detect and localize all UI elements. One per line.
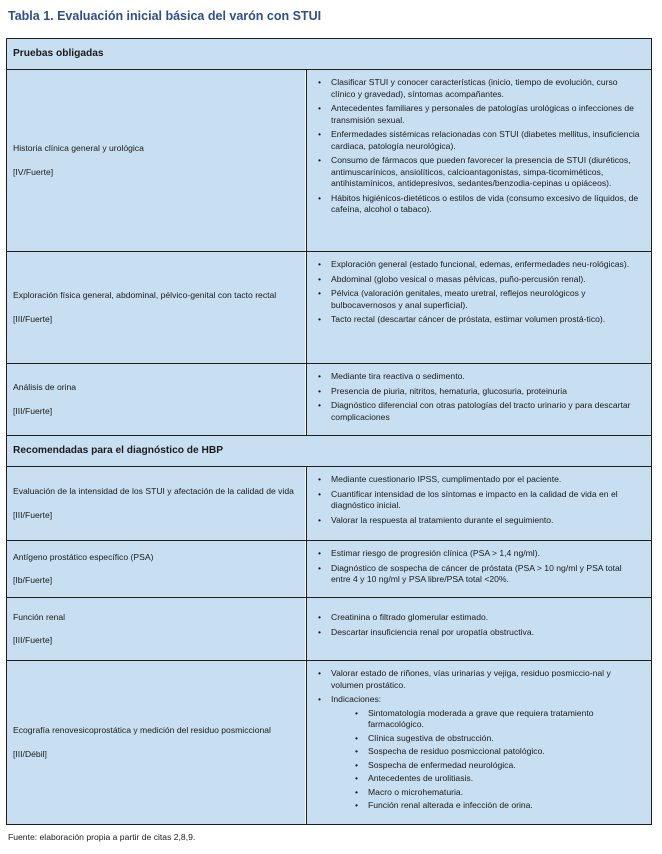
list-item: • Mediante tira reactiva o sedimento. bbox=[313, 371, 641, 383]
sub-list-item: • Antecedentes de urolitiasis. bbox=[331, 773, 641, 785]
sub-list-item: • Sospecha de residuo posmiccional patológico. bbox=[331, 746, 641, 758]
row-label: Análisis de orina bbox=[13, 382, 77, 392]
list-item: • Consumo de fármacos que pueden favorecer la presencia de STUI (diuréticos, antimuscarínicos, ansiolíticos, calcioantagonistas, simpa-ticomiméticos, antihistamínicos, antidepresivos, sedantes/benzodia-cepinas u opiáceos). bbox=[313, 155, 641, 190]
evidence-level: [III/Fuerte] bbox=[13, 509, 53, 520]
sub-bullet-list bbox=[331, 708, 641, 812]
bullet-list bbox=[313, 77, 641, 216]
list-item: • Creatinina o filtrado glomerular estimado. bbox=[313, 612, 641, 624]
list-item-text: Indicaciones: bbox=[331, 694, 382, 704]
list-item: • Antecedentes familiares y personales de patologías urológicas o infecciones de transmisión sexual. bbox=[313, 103, 641, 126]
section-title: Pruebas obligadas bbox=[13, 48, 104, 59]
evidence-level: [Ib/Fuerte] bbox=[13, 575, 53, 585]
list-item: • Clasificar STUI y conocer características (inicio, tiempo de evolución, curso clínico y gravedad), síntomas acompañantes. bbox=[313, 77, 641, 100]
table-row bbox=[7, 70, 651, 252]
table-row bbox=[7, 541, 651, 598]
bullet-list bbox=[313, 548, 641, 586]
evidence-level: [III/Débil] bbox=[13, 748, 47, 759]
list-item: • Tacto rectal (descartar cáncer de próstata, estimar volumen prostá-tico). bbox=[313, 314, 641, 326]
evidence-level: [III/Fuerte] bbox=[13, 635, 53, 645]
sub-list-item: • Clínica sugestiva de obstrucción. bbox=[331, 733, 641, 745]
list-item: • Diagnóstico diferencial con otras patologías del tracto urinario y para descartar complicaciones bbox=[313, 400, 641, 423]
evaluation-table bbox=[6, 38, 652, 825]
table-title: Tabla 1. Evaluación inicial básica del varón con STUI bbox=[8, 9, 322, 23]
list-item: • Abdominal (globo vesical o masas pélvicas, puño-percusión renal). bbox=[313, 274, 641, 286]
bullet-list bbox=[313, 668, 641, 812]
sub-list-item: • Función renal alterada e infección de orina. bbox=[331, 800, 641, 812]
list-item: • Diagnóstico de sospecha de cáncer de próstata (PSA > 10 ng/ml y PSA total entre 4 y 10 ng/ml y PSA libre/PSA total <20%. bbox=[313, 563, 641, 586]
list-item bbox=[313, 694, 641, 812]
section-title: Recomendadas para el diagnóstico de HBP bbox=[13, 445, 224, 456]
list-item: • Estimar riesgo de progresión clínica (PSA > 1,4 ng/ml). bbox=[313, 548, 641, 560]
table-row bbox=[7, 364, 651, 436]
source-note: Fuente: elaboración propia a partir de citas 2,8,9. bbox=[8, 832, 196, 842]
evidence-level: [IV/Fuerte] bbox=[13, 166, 54, 177]
row-label: Ecografía renovesicoprostática y medición del residuo posmiccional bbox=[13, 725, 271, 735]
row-label: Historia clínica general y urológica bbox=[13, 143, 144, 153]
row-label: Función renal bbox=[13, 611, 66, 622]
list-item: • Valorar la respuesta al tratamiento durante el seguimiento. bbox=[313, 515, 641, 527]
table-row bbox=[7, 252, 651, 364]
list-item: • Enfermedades sistémicas relacionadas con STUI (diabetes mellitus, insuficiencia cardiaca, patología neurológica). bbox=[313, 129, 641, 152]
sub-list-item: • Sospecha de enfermedad neurológica. bbox=[331, 760, 641, 772]
list-item: • Descartar insuficiencia renal por uropatía obstructiva. bbox=[313, 627, 641, 639]
sub-list-item: • Macro o microhematuria. bbox=[331, 787, 641, 799]
bullet-list bbox=[313, 371, 641, 423]
sub-list-item: • Sintomatología moderada a grave que requiera tratamiento farmacológico. bbox=[331, 708, 641, 731]
section-header-obligadas bbox=[7, 39, 651, 70]
bullet-list bbox=[313, 612, 641, 638]
row-label: Antígeno prostático específico (PSA) bbox=[13, 551, 154, 562]
list-item: • Exploración general (estado funcional, edemas, enfermedades neu-rológicas). bbox=[313, 259, 641, 271]
table-row bbox=[7, 661, 651, 824]
list-item: • Cuantificar intensidad de los síntomas e impacto en la calidad de vida en el diagnóstico inicial. bbox=[313, 489, 641, 512]
list-item: • Mediante cuestionario IPSS, cumplimentado por el paciente. bbox=[313, 474, 641, 486]
bullet-list bbox=[313, 474, 641, 526]
section-header-recomendadas bbox=[7, 436, 651, 467]
list-item: • Pélvica (valoración genitales, meato uretral, reflejos neurológicos y bulbocavernosos y anal superficial). bbox=[313, 288, 641, 311]
bullet-list bbox=[313, 259, 641, 326]
list-item: • Presencia de piuria, nitritos, hematuria, glucosuria, proteinuria bbox=[313, 386, 641, 398]
evidence-level: [III/Fuerte] bbox=[13, 313, 53, 324]
evidence-level: [III/Fuerte] bbox=[13, 405, 53, 416]
table-row bbox=[7, 598, 651, 661]
list-item: • Valorar estado de riñones, vías urinarias y vejiga, residuo posmiccio-nal y volumen prostático. bbox=[313, 668, 641, 691]
row-label: Exploración física general, abdominal, pélvico-genital con tacto rectal bbox=[13, 290, 277, 300]
row-label: Evaluación de la intensidad de los STUI y afectación de la calidad de vida bbox=[13, 486, 294, 496]
table-row bbox=[7, 467, 651, 541]
list-item: • Hábitos higiénicos-dietéticos o estilos de vida (consumo excesivo de líquidos, de cafeína, alcohol o tabaco). bbox=[313, 193, 641, 216]
